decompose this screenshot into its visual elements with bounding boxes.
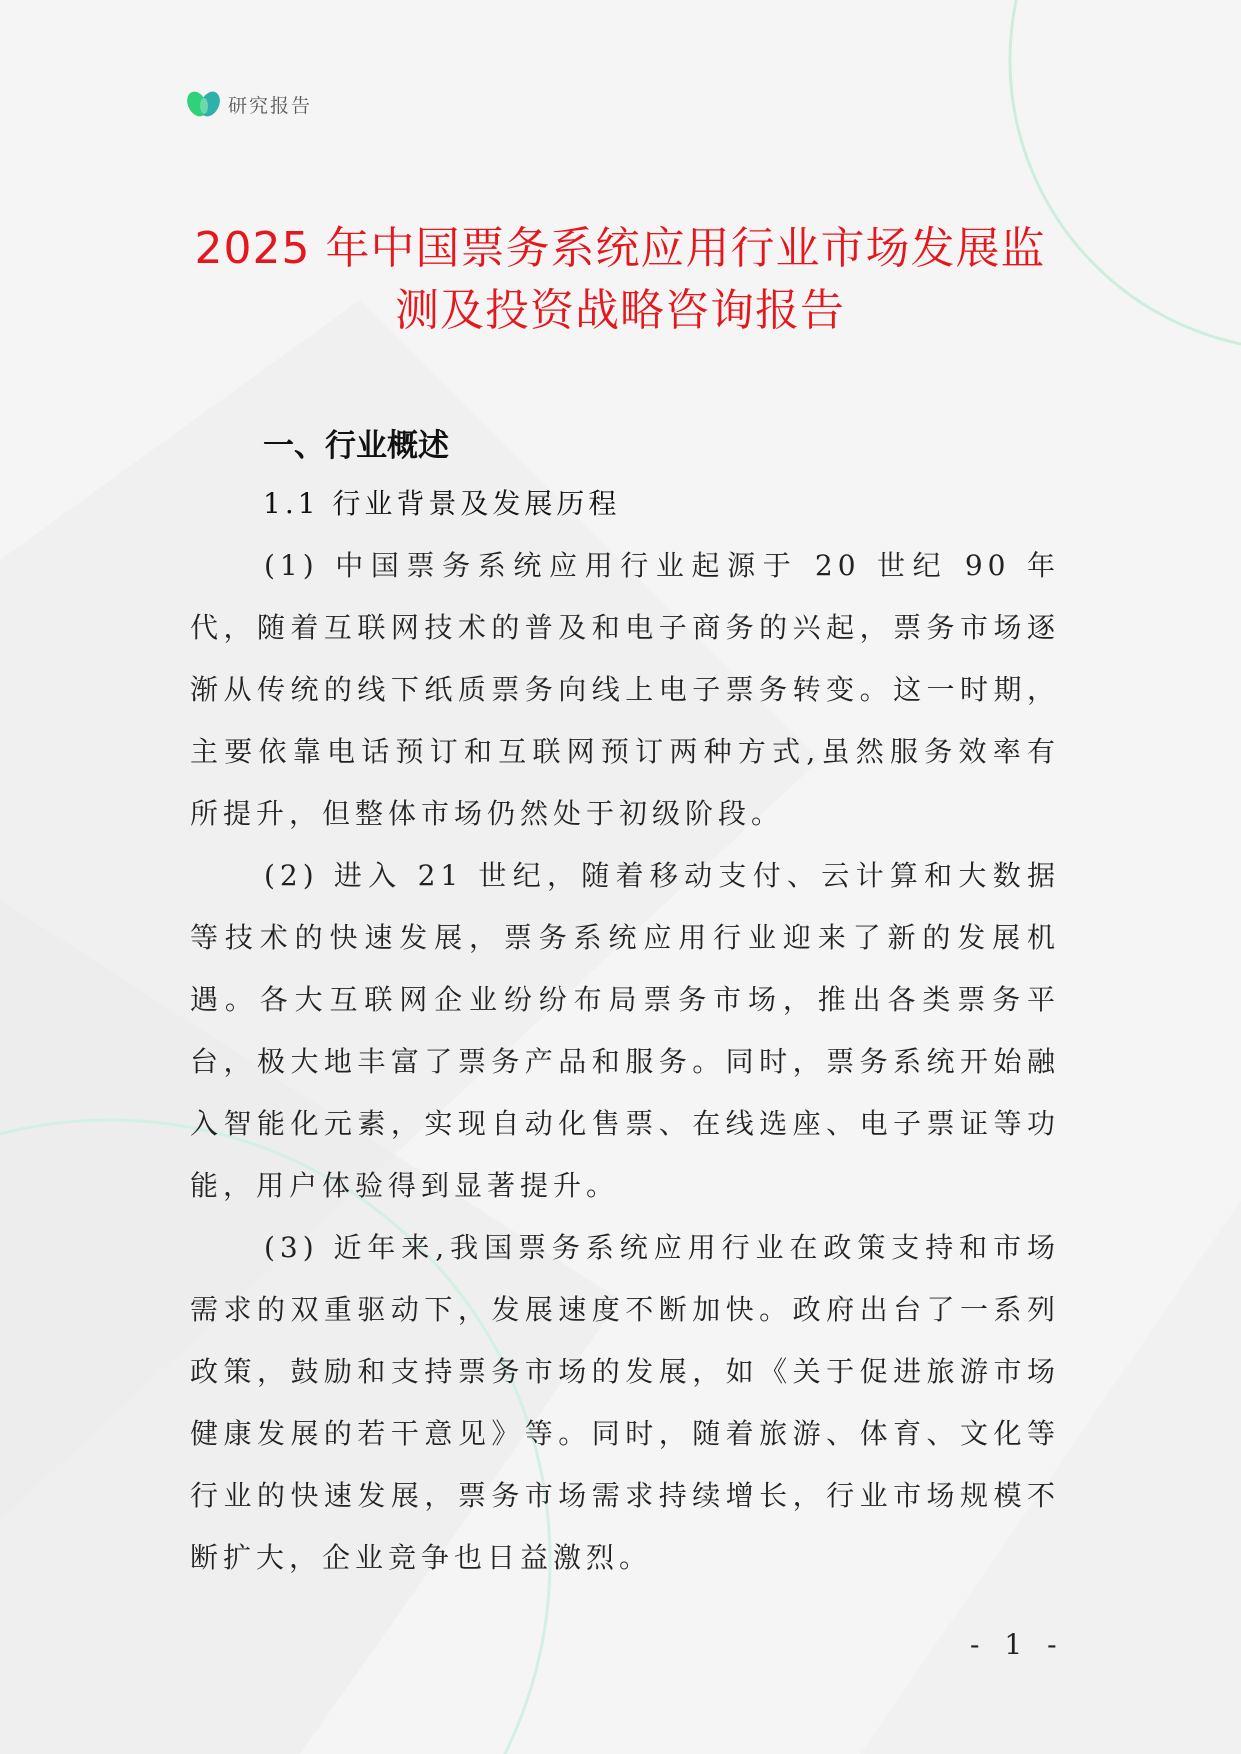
page-number: - 1 - bbox=[970, 1628, 1065, 1661]
report-title bbox=[150, 218, 1090, 342]
report-header bbox=[186, 88, 312, 120]
paragraph-3: (3) 近年来,我国票务系统应用行业在政策支持和市场需求的双重驱动下，发展速度不断加快。政府出台了一系列政策，鼓励和支持票务市场的发展，如《关于促进旅游市场健康发展的若干意见》等。同时，随着旅游、体育、文化等行业的快速发展，票务市场需求持续增长，行业市场规模不断扩大，企业竞争也日益激烈。 bbox=[190, 1231, 1060, 1574]
section-subheading: 1.1 行业背景及发展历程 bbox=[263, 487, 621, 520]
brand-logo-icon bbox=[186, 88, 222, 120]
header-label: 研究报告 bbox=[228, 94, 313, 117]
paragraph-1: (1) 中国票务系统应用行业起源于 20 世纪 90 年代，随着互联网技术的普及和电子商务的兴起，票务市场逐渐从传统的线下纸质票务向线上电子票务转变。这一时期，主要依靠电话预订和互联网预订两种方式,虽然服务效率有所提升，但整体市场仍然处于初级阶段。 bbox=[190, 549, 1060, 830]
paragraph-2: (2) 进入 21 世纪，随着移动支付、云计算和大数据等技术的快速发展，票务系统应用行业迎来了新的发展机遇。各大互联网企业纷纷布局票务市场，推出各类票务平台，极大地丰富了票务产品和服务。同时，票务系统开始融入智能化元素，实现自动化售票、在线选座、电子票证等功能，用户体验得到显著提升。 bbox=[190, 859, 1060, 1202]
section-heading: 一、行业概述 bbox=[263, 428, 449, 464]
title-line-1: 2025 年中国票务系统应用行业市场发展监 bbox=[194, 223, 1046, 274]
title-line-2: 测及投资战略咨询报告 bbox=[395, 285, 845, 336]
body-text bbox=[190, 535, 1060, 1589]
